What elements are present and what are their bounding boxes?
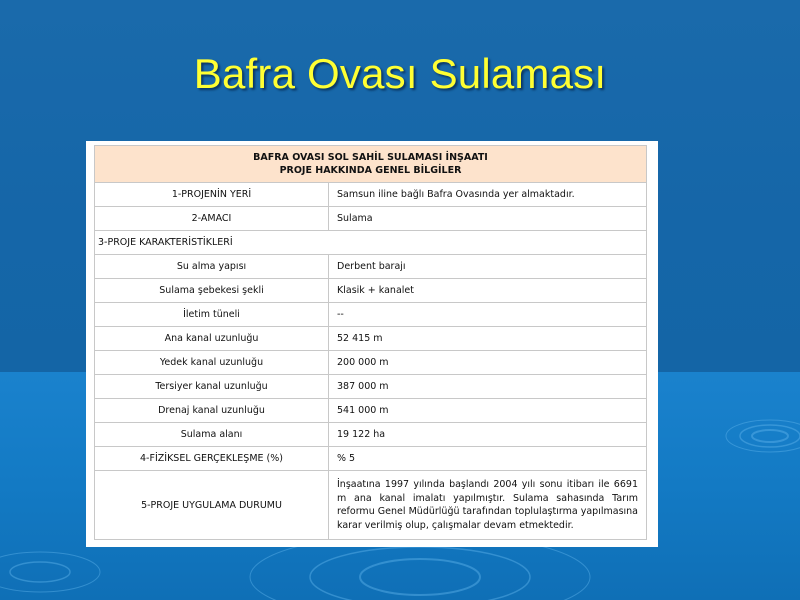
table-header <box>95 146 647 183</box>
table-row <box>95 255 647 279</box>
row-key: Tersiyer kanal uzunluğu <box>95 375 329 399</box>
row-value: -- <box>329 303 647 327</box>
table-row <box>95 375 647 399</box>
row-value: 19 122 ha <box>329 423 647 447</box>
row-value: 387 000 m <box>329 375 647 399</box>
row-key: Drenaj kanal uzunluğu <box>95 399 329 423</box>
row-key: Sulama alanı <box>95 423 329 447</box>
table-row <box>95 327 647 351</box>
row-value: İnşaatına 1997 yılında başlandı 2004 yılı sonu itibarı ile 6691 m ana kanal imalatı yapılmıştır. Sulama sahasında Tarım reformu Genel Müdürlüğü tarafından toplulaştırma yapılmasına karar verilmiş olup, çalışmalar devam etmektedir. <box>329 471 647 540</box>
row-value: 541 000 m <box>329 399 647 423</box>
row-value: 200 000 m <box>329 351 647 375</box>
table-row <box>95 447 647 471</box>
project-info-table <box>94 145 647 540</box>
table-row <box>95 183 647 207</box>
table-row <box>95 207 647 231</box>
row-value: Derbent barajı <box>329 255 647 279</box>
table-header-line2: PROJE HAKKINDA GENEL BİLGİLER <box>279 165 462 176</box>
row-key: Yedek kanal uzunluğu <box>95 351 329 375</box>
row-key: 4-FİZİKSEL GERÇEKLEŞME (%) <box>95 447 329 471</box>
row-key: 2-AMACI <box>95 207 329 231</box>
project-info-table-panel <box>86 141 658 547</box>
table-row <box>95 351 647 375</box>
table-header-line1: BAFRA OVASI SOL SAHİL SULAMASI İNŞAATI <box>253 152 488 163</box>
row-value: Klasik + kanalet <box>329 279 647 303</box>
table-row <box>95 399 647 423</box>
row-value: % 5 <box>329 447 647 471</box>
row-key: Su alma yapısı <box>95 255 329 279</box>
table-row <box>95 423 647 447</box>
row-key: Ana kanal uzunluğu <box>95 327 329 351</box>
row-value: Sulama <box>329 207 647 231</box>
table-row <box>95 303 647 327</box>
row-key: 1-PROJENİN YERİ <box>95 183 329 207</box>
slide-title: Bafra Ovası Sulaması <box>193 50 607 97</box>
row-key: 5-PROJE UYGULAMA DURUMU <box>95 471 329 540</box>
table-row <box>95 279 647 303</box>
table-row <box>95 471 647 540</box>
row-value: Samsun iline bağlı Bafra Ovasında yer almaktadır. <box>329 183 647 207</box>
row-key: Sulama şebekesi şekli <box>95 279 329 303</box>
row-value: 52 415 m <box>329 327 647 351</box>
row-key: İletim tüneli <box>95 303 329 327</box>
table-section-row <box>95 231 647 255</box>
table-header-row <box>95 146 647 183</box>
section-label: 3-PROJE KARAKTERİSTİKLERİ <box>95 231 647 255</box>
